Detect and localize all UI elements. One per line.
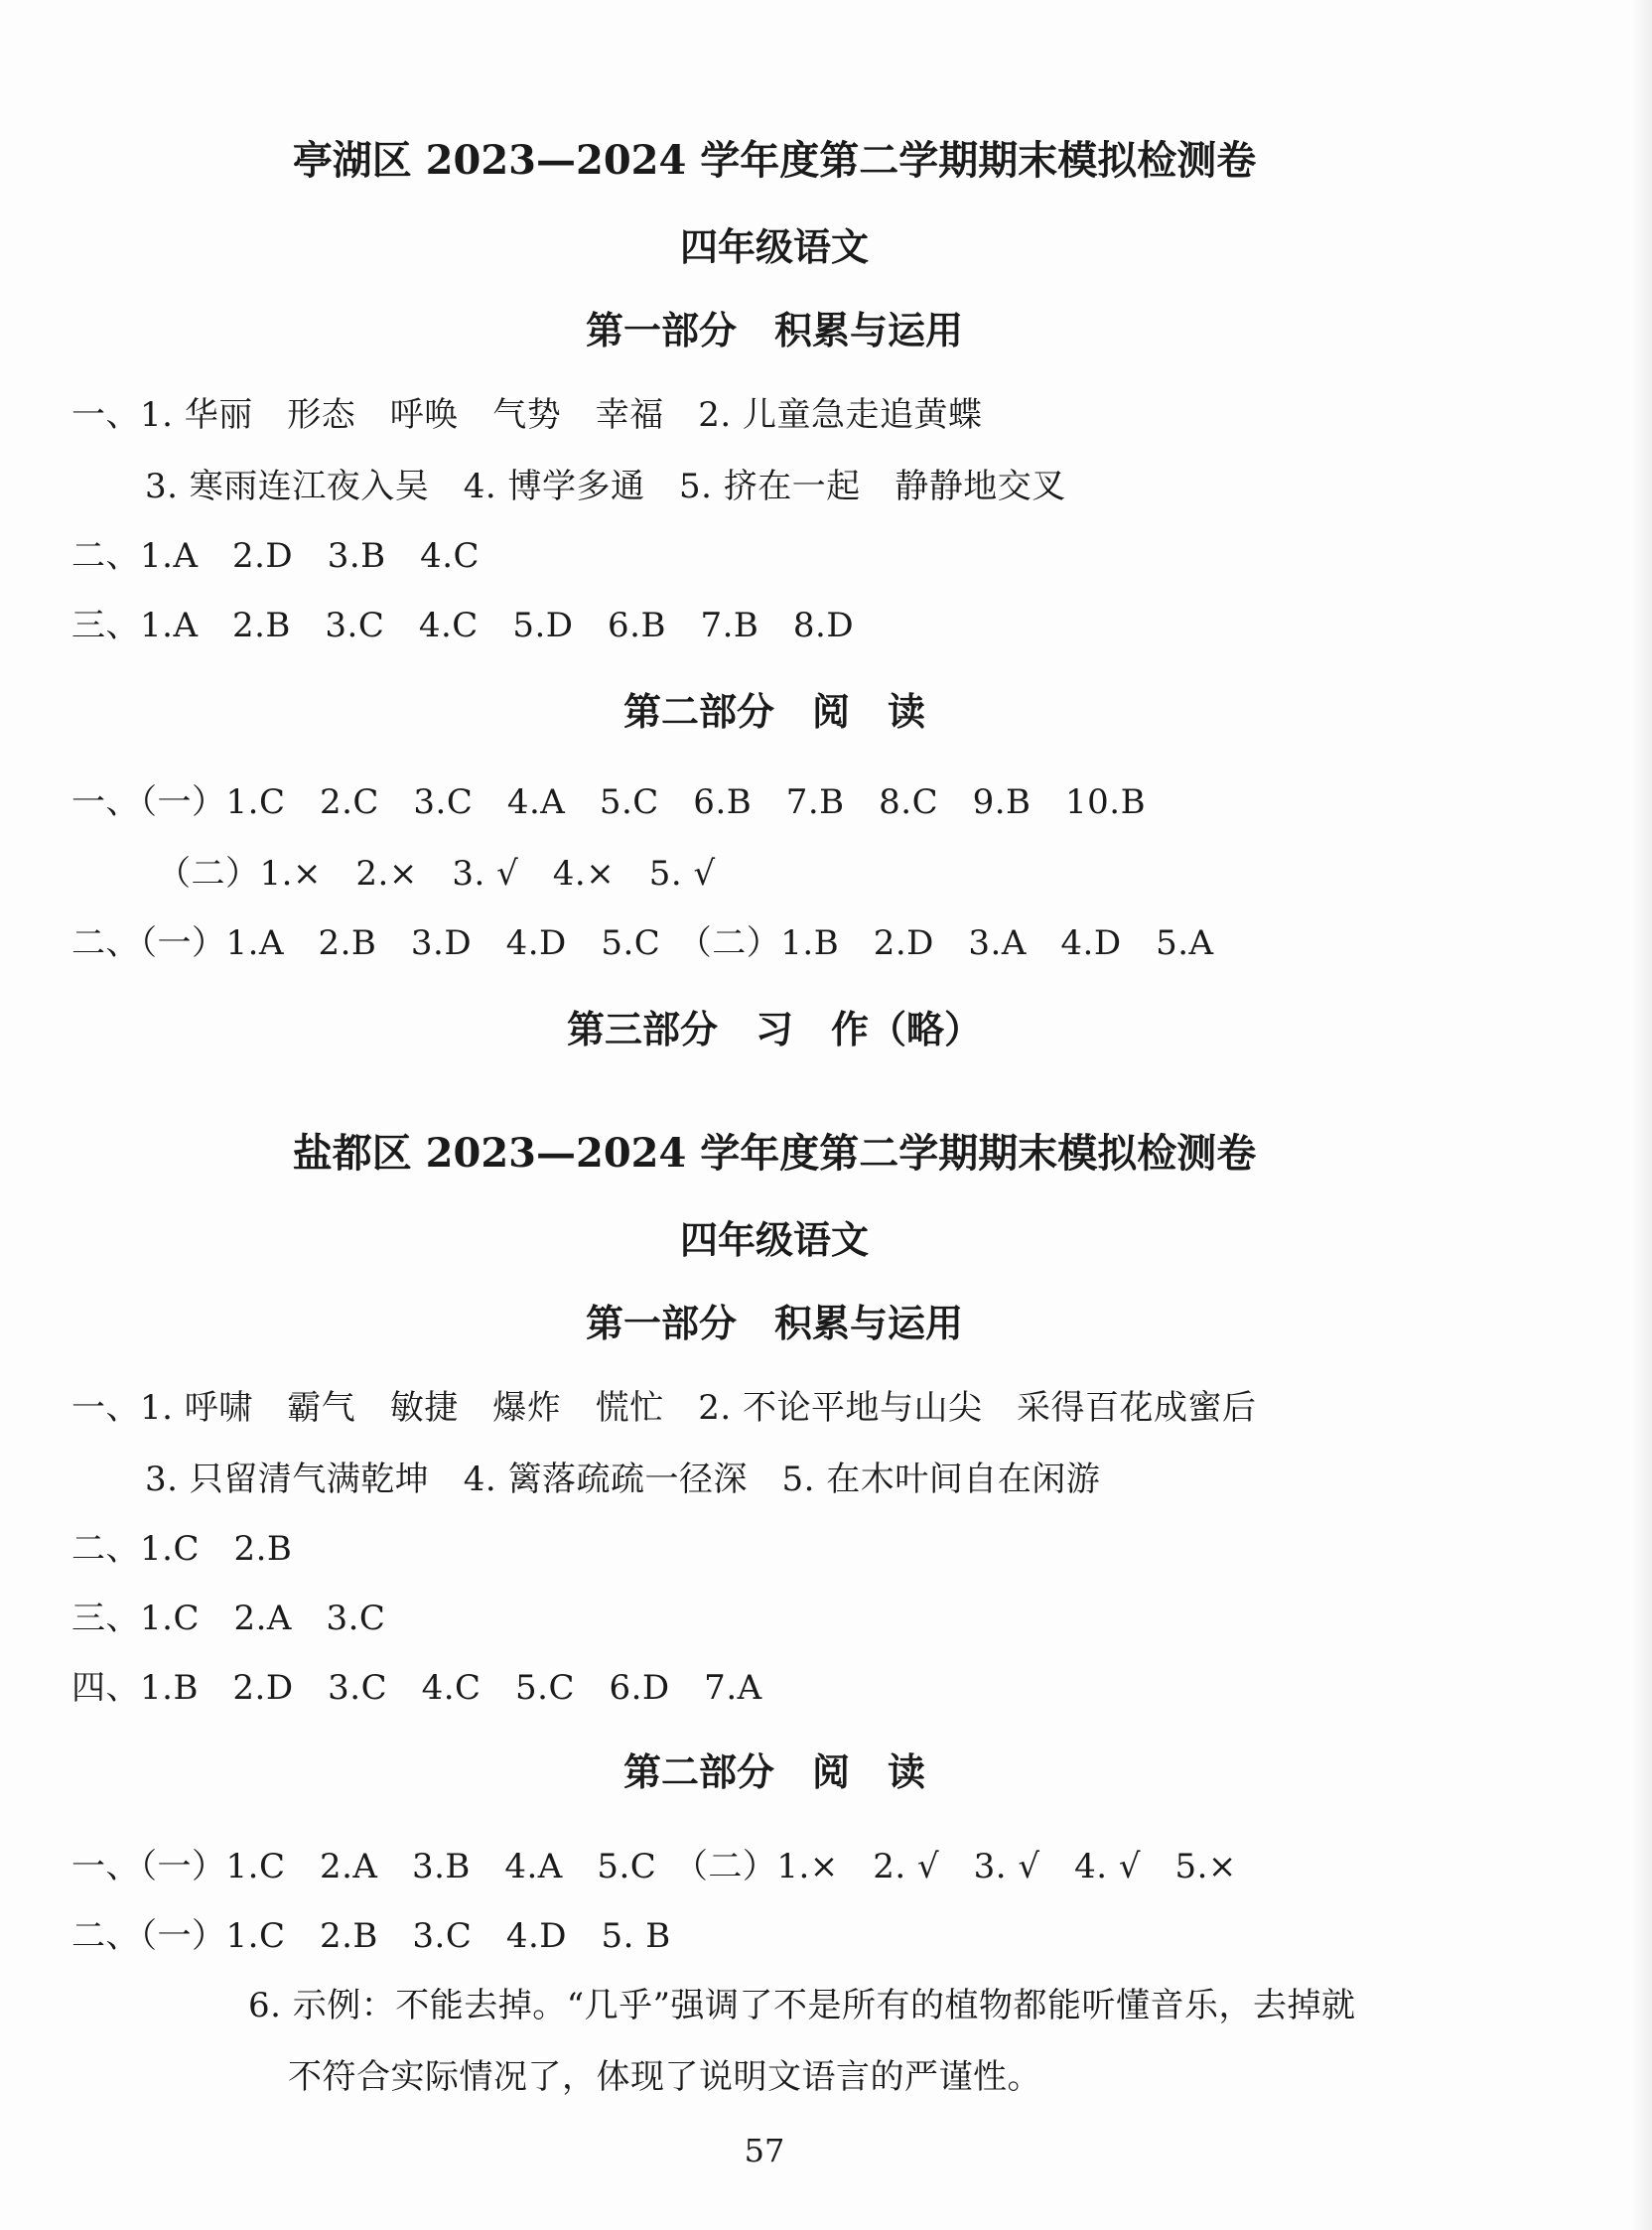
doc2-part2-line-3: 6. 示例：不能去掉。“几乎”强调了不是所有的植物都能听懂音乐，去掉就 xyxy=(248,1986,1356,2025)
doc1-part2-line-1: 一、（一）1.C 2.C 3.C 4.A 5.C 6.B 7.B 8.C 9.B 10.B xyxy=(71,782,1147,822)
doc2-part2-line-2: 二、（一）1.C 2.B 3.C 4.D 5. B xyxy=(71,1916,671,1956)
doc2-part1-line-1: 一、1. 呼啸 霸气 敏捷 爆炸 慌忙 2. 不论平地与山尖 采得百花成蜜后 xyxy=(71,1388,1257,1428)
page-edge xyxy=(1632,0,1652,2230)
doc1-part2-line-2: （二）1.× 2.× 3. √ 4.× 5. √ xyxy=(157,854,716,894)
doc1-part1-line-2: 3. 寒雨连江夜入吴 4. 博学多通 5. 挤在一起 静静地交叉 xyxy=(145,467,1066,506)
doc1-part1-line-1: 一、1. 华丽 形态 呼唤 气势 幸福 2. 儿童急走追黄蝶 xyxy=(71,395,983,435)
doc2-title: 盐都区 2023—2024 学年度第二学期期末模拟检测卷 xyxy=(292,1130,1257,1177)
doc2-part2-line-1: 一、（一）1.C 2.A 3.B 4.A 5.C （二）1.× 2. √ 3. √ 4. √ 5.× xyxy=(71,1847,1237,1886)
doc1-part1-line-3: 二、1.A 2.D 3.B 4.C xyxy=(71,536,481,576)
doc2-part2-line-4: 不符合实际情况了，体现了说明文语言的严谨性。 xyxy=(288,2057,1041,2097)
doc1-part1-line-4: 三、1.A 2.B 3.C 4.C 5.D 6.B 7.B 8.D xyxy=(71,606,855,645)
doc2-part2-heading: 第二部分 阅 读 xyxy=(622,1749,925,1794)
doc2-part1-line-4: 三、1.C 2.A 3.C xyxy=(71,1599,386,1638)
doc2-part1-heading: 第一部分 积累与运用 xyxy=(585,1301,963,1345)
doc2-part1-line-5: 四、1.B 2.D 3.C 4.C 5.C 6.D 7.A xyxy=(71,1668,762,1708)
doc1-part2-heading: 第二部分 阅 读 xyxy=(622,689,925,734)
doc1-part2-line-3: 二、（一）1.A 2.B 3.D 4.D 5.C （二）1.B 2.D 3.A 4.D 5.A xyxy=(71,923,1214,963)
doc1-title: 亭湖区 2023—2024 学年度第二学期期末模拟检测卷 xyxy=(292,137,1257,184)
doc2-subtitle: 四年级语文 xyxy=(679,1217,869,1262)
doc2-part1-line-2: 3. 只留清气满乾坤 4. 篱落疏疏一径深 5. 在木叶间自在闲游 xyxy=(145,1460,1101,1499)
doc1-part3-heading: 第三部分 习 作（略） xyxy=(566,1007,982,1051)
doc1-part1-heading: 第一部分 积累与运用 xyxy=(585,308,963,352)
doc2-part1-line-3: 二、1.C 2.B xyxy=(71,1529,293,1569)
page-number: 57 xyxy=(744,2132,785,2169)
doc1-subtitle: 四年级语文 xyxy=(679,224,869,269)
